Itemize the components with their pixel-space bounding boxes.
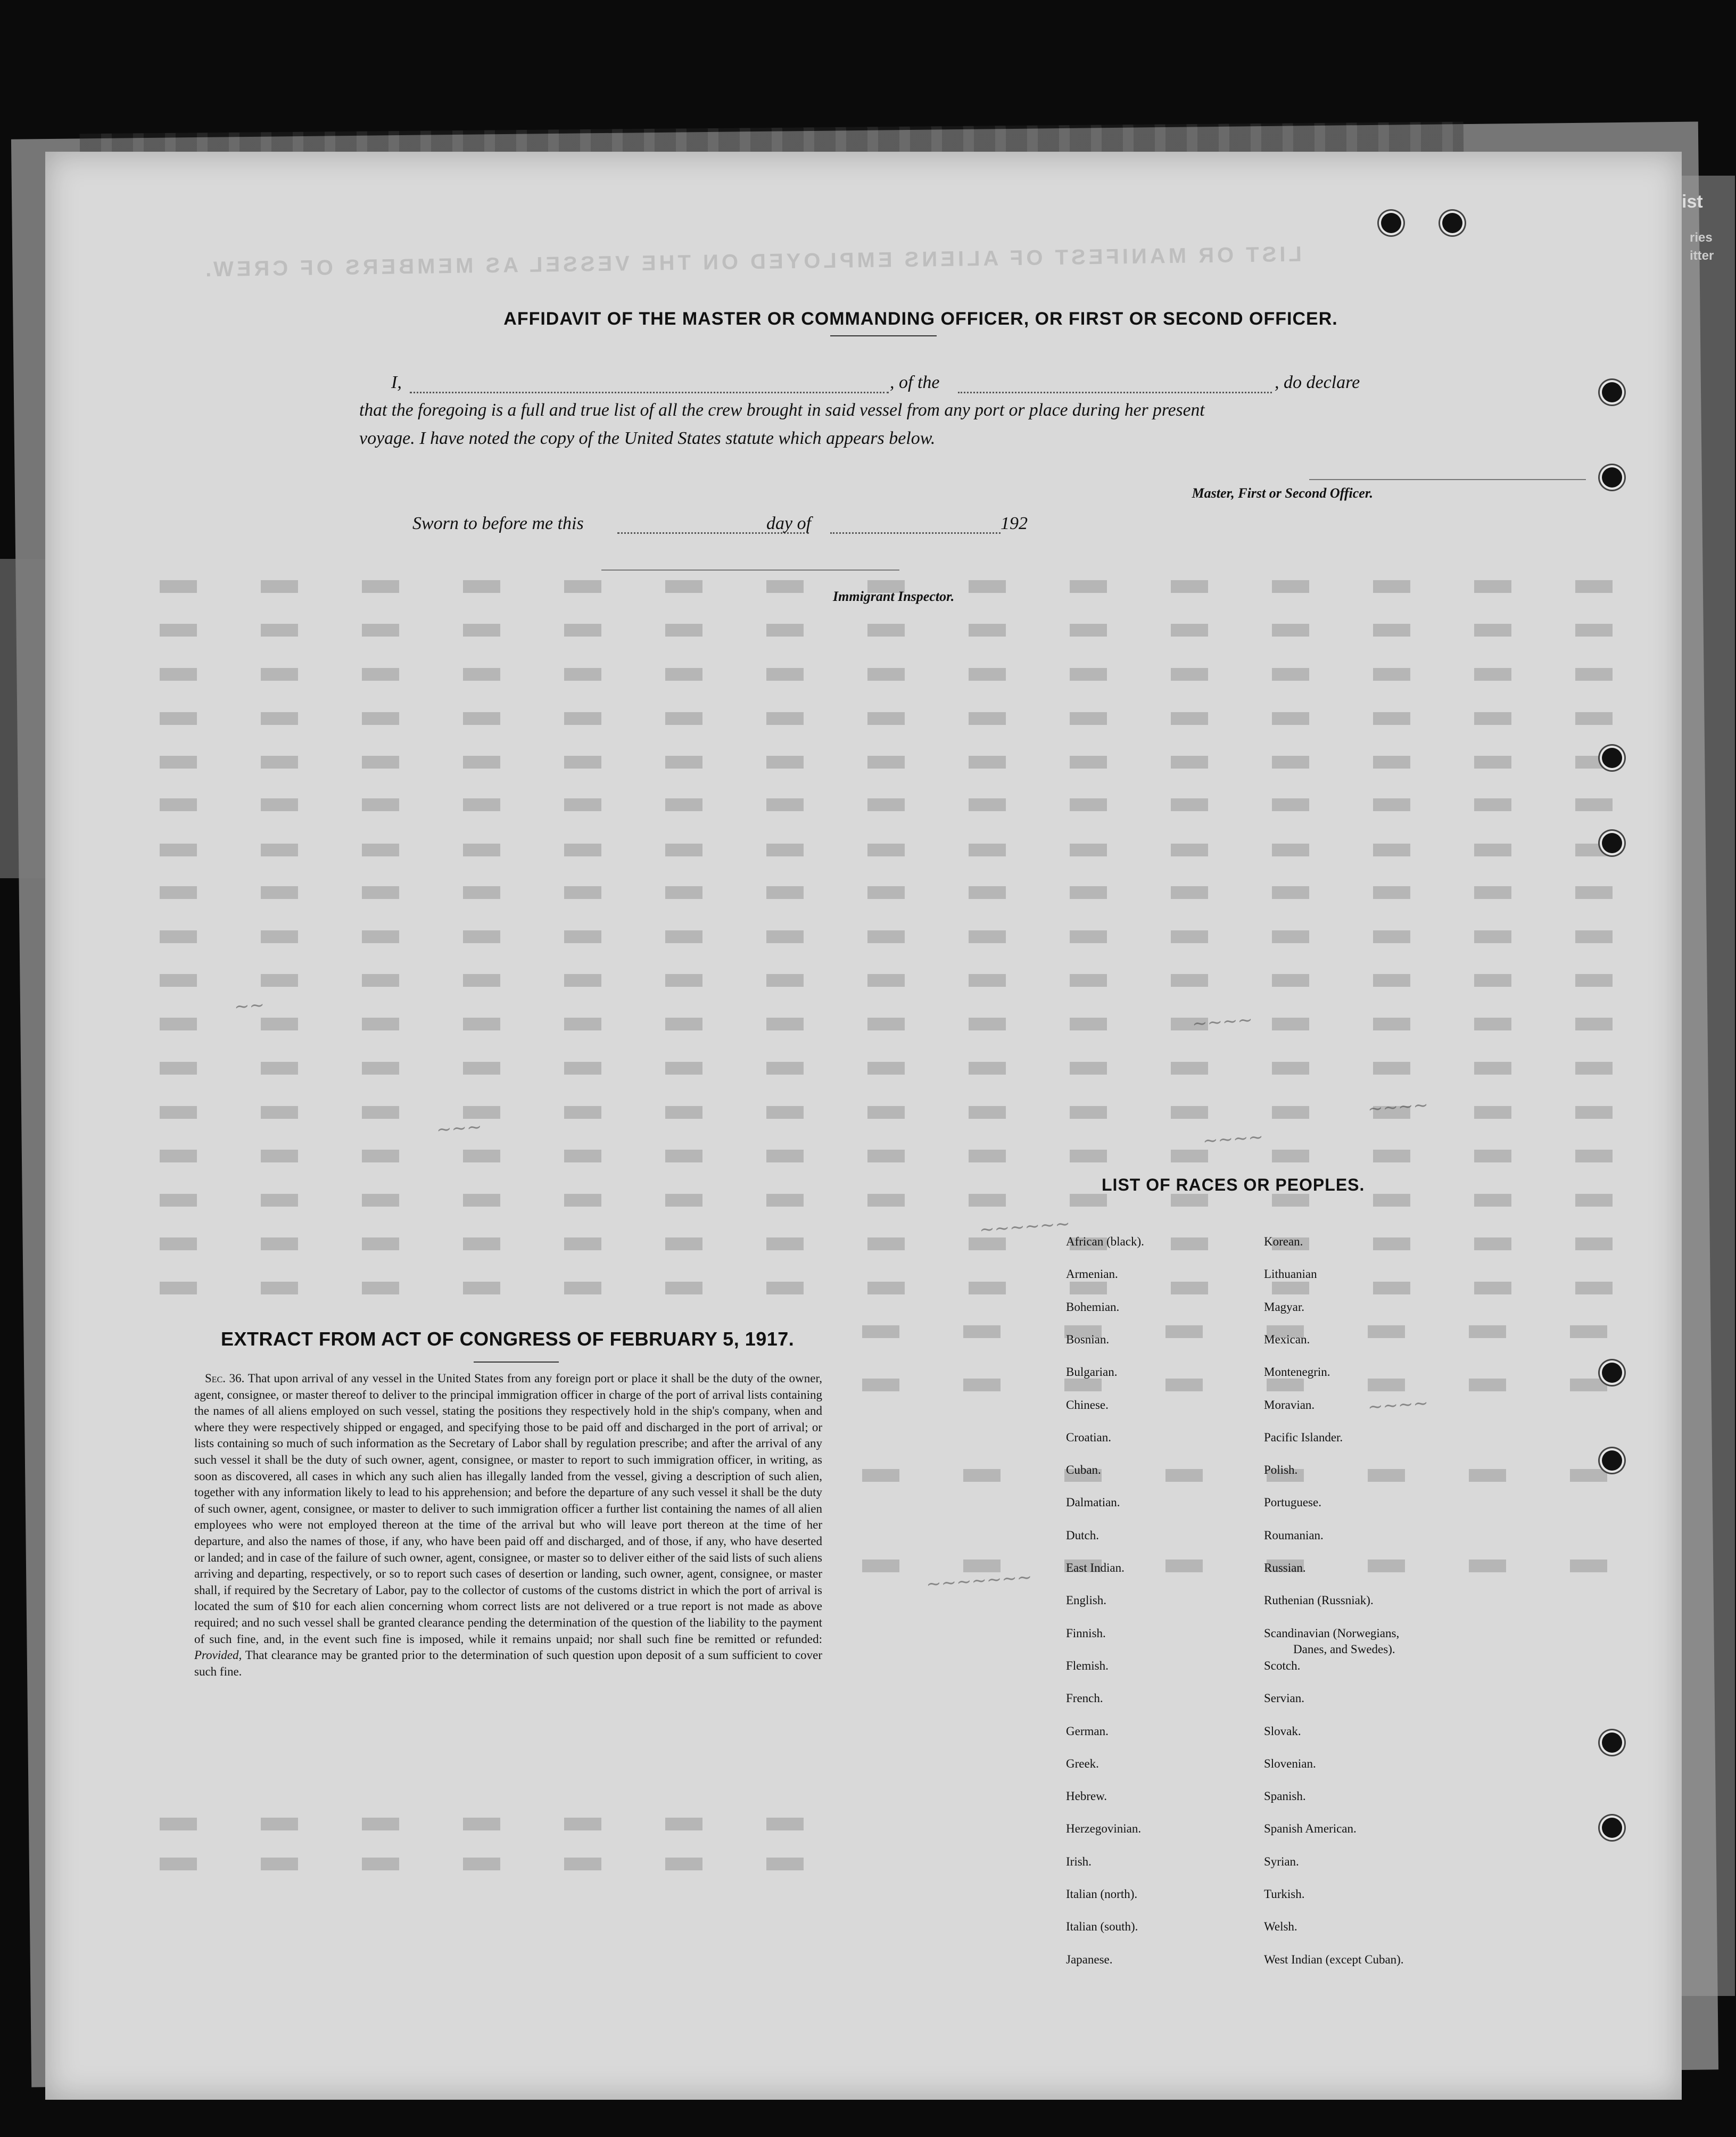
bleed-row	[160, 798, 1650, 811]
bleed-row	[160, 1062, 1650, 1075]
race-item: Greek.	[1066, 1756, 1099, 1770]
bleed-row	[160, 930, 1650, 943]
bleed-row	[160, 844, 1650, 856]
race-item: French.	[1066, 1692, 1103, 1705]
handwritten-mark: ~~	[233, 994, 266, 1018]
race-item: Dutch.	[1066, 1528, 1099, 1542]
punch-hole	[1602, 1363, 1622, 1383]
race-item: Italian (south).	[1066, 1920, 1138, 1934]
vessel-name-field[interactable]	[958, 392, 1272, 393]
bleed-row	[160, 624, 1650, 637]
extract-text-end: That clearance may be granted prior to the determination of such question upon deposit of a sum sufficient to cover such fine.	[194, 1648, 823, 1678]
edge-fragment: ries itter	[1690, 230, 1714, 263]
race-item: Lithuanian	[1264, 1267, 1317, 1281]
punch-hole	[1602, 382, 1622, 402]
race-item: Italian (north).	[1066, 1887, 1138, 1901]
signature-line[interactable]	[1309, 479, 1586, 480]
bleed-row	[160, 712, 1650, 725]
title-rule	[830, 335, 937, 336]
punch-hole	[1602, 1450, 1622, 1471]
handwritten-mark: ~~~~	[1202, 1126, 1264, 1152]
inspector-signature-line[interactable]	[601, 570, 899, 571]
bleed-row	[160, 1818, 852, 1830]
race-item: Bosnian.	[1066, 1332, 1110, 1346]
race-item: African (black).	[1066, 1235, 1144, 1248]
race-item: Spanish.	[1264, 1789, 1306, 1803]
race-item: Spanish American.	[1264, 1822, 1357, 1836]
race-item: West Indian (except Cuban).	[1264, 1952, 1404, 1966]
race-item: Japanese.	[1066, 1952, 1113, 1966]
race-item: Portuguese.	[1264, 1496, 1321, 1509]
race-item: German.	[1066, 1724, 1109, 1738]
bleed-row	[160, 756, 1650, 769]
provided-label: Provided,	[194, 1648, 242, 1662]
punch-hole	[1602, 833, 1622, 853]
bleed-row	[862, 1469, 1660, 1482]
extract-rule	[474, 1362, 559, 1363]
race-item: Roumanian.	[1264, 1528, 1324, 1542]
extract-title: EXTRACT FROM ACT OF CONGRESS OF FEBRUARY 5, 1917.	[221, 1328, 795, 1350]
sworn-year: 192	[1001, 514, 1028, 533]
race-item: East Indian.	[1066, 1561, 1125, 1574]
race-item: Bulgarian.	[1066, 1365, 1118, 1379]
race-item: Mexican.	[1264, 1332, 1310, 1346]
inspector-caption: Immigrant Inspector.	[833, 589, 955, 604]
race-item: Russian.	[1264, 1561, 1306, 1574]
sworn-day-of: day of	[766, 514, 812, 533]
bleed-row	[160, 1858, 852, 1870]
race-item: Magyar.	[1264, 1300, 1305, 1314]
punch-hole	[1602, 1818, 1622, 1838]
race-item: Chinese.	[1066, 1398, 1109, 1412]
bleed-row	[160, 1150, 1650, 1162]
affidavit-title: AFFIDAVIT OF THE MASTER OR COMMANDING OFFICER, OR FIRST OR SECOND OFFICER.	[503, 309, 1338, 329]
race-item: Bohemian.	[1066, 1300, 1120, 1314]
race-item: Slovak.	[1264, 1724, 1301, 1738]
affidavit-line3: voyage. I have noted the copy of the United States statute which appears below.	[359, 428, 936, 448]
bleed-row	[160, 1194, 1650, 1207]
race-item: Welsh.	[1264, 1920, 1297, 1934]
extract-body	[194, 1371, 822, 1680]
sworn-prefix: Sworn to before me this	[412, 514, 584, 533]
race-item: Danes, and Swedes).	[1293, 1642, 1395, 1656]
race-item: Hebrew.	[1066, 1789, 1107, 1803]
race-item: Cuban.	[1066, 1463, 1101, 1477]
race-item: Polish.	[1264, 1463, 1298, 1477]
race-item: Servian.	[1264, 1692, 1305, 1705]
handwritten-mark: ~~~~~~	[978, 1213, 1071, 1241]
race-item: Syrian.	[1264, 1854, 1299, 1868]
race-item: Irish.	[1066, 1854, 1092, 1868]
bleed-row	[160, 668, 1650, 681]
bleed-row	[160, 974, 1650, 987]
handwritten-mark: ~~~	[435, 1116, 483, 1141]
race-item: English.	[1066, 1594, 1107, 1607]
race-item: Slovenian.	[1264, 1756, 1316, 1770]
handwritten-mark: ~~~~	[1367, 1094, 1429, 1120]
race-item: Montenegrin.	[1264, 1365, 1330, 1379]
handwritten-mark: ~~~~	[1367, 1392, 1429, 1418]
affidavit-line1-prefix: I,	[391, 373, 402, 392]
extract-text: That upon arrival of any vessel in the United States from any foreign port or place it shall be the duty of the owner, agent, consignee, or master thereof to deliver to the principal immigration officer in charge of the port of arrival lists containing the names of all aliens employed on such vessel, stating the positions they respectively hold in the ship's company, when and where they were respectively shipped or engaged, and specifying those to be paid off and discharged in the port of arrival; or lists containing so much of such information as the Secretary of Labor shall by regulation prescribe; and after the arrival of any such vessel it shall be the duty of such owner, agent, consignee, or master to report to such immigration officer, in writing, as soon as discovered, all cases in which any such alien has illegally landed from the vessel, giving a description of such alien, together with any information likely to lead to his apprehension; and before the departure of any such vessel it shall be the duty of such owner, agent, consignee, or master to deliver to such immigration officer a further list containing the names of all alien employees who were not employed thereon at the time of the arrival but who will leave port thereon at the time of her departure, and also the names of those, if any, who have been paid off and discharged, and of those, if any, who have deserted or landed; and in case of the failure of such owner, agent, consignee, or master so to deliver either of the said lists of such aliens arriving and departing, respectively, or so to report such cases of desertion or landing, such owner, agent, consignee, or master shall, if required by the Secretary of Labor, pay to the collector of customs of the customs district in which the port of arrival is located the sum of $10 for each alien concerning whom correct lists are not delivered or a true report is not made as above required; and no such vessel shall be granted clearance pending the determination of the question of the liability to the payment of such fine, and, in the event such fine is imposed, while it remains unpaid; nor shall such fine be remitted or refunded:	[194, 1372, 822, 1646]
race-item: Scotch.	[1264, 1659, 1301, 1672]
bleed-through-title: LIST OR MANIFEST OF ALIENS EMPLOYED ON THE VESSEL AS MEMBERS OF CREW.	[202, 242, 1302, 282]
affidavit-line1-declare: , do declare	[1275, 373, 1360, 392]
race-item: Pacific Islander.	[1264, 1430, 1343, 1444]
races-title: LIST OF RACES OR PEOPLES.	[1102, 1175, 1365, 1194]
race-item: Moravian.	[1264, 1398, 1315, 1412]
race-item: Scandinavian (Norwegians,	[1264, 1626, 1400, 1640]
backing-sheet-left-edge	[0, 559, 51, 878]
race-item: Herzegovinian.	[1066, 1822, 1142, 1836]
race-item: Turkish.	[1264, 1887, 1305, 1901]
section-label: Sec. 36.	[205, 1372, 245, 1385]
bleed-row	[862, 1379, 1660, 1391]
punch-hole	[1442, 213, 1462, 233]
bleed-row	[160, 886, 1650, 899]
master-name-field[interactable]	[410, 392, 889, 393]
handwritten-mark: ~~~~	[1191, 1009, 1254, 1035]
affidavit-line2: that the foregoing is a full and true list of all the crew brought in said vessel from any port or place during her present	[359, 400, 1205, 420]
affidavit-line1-of-the: , of the	[890, 373, 940, 392]
bleed-row	[160, 1237, 1650, 1250]
race-item: Ruthenian (Russniak).	[1264, 1594, 1374, 1607]
signature-caption: Master, First or Second Officer.	[1192, 485, 1373, 501]
race-item: Dalmatian.	[1066, 1496, 1120, 1509]
race-item: Finnish.	[1066, 1626, 1106, 1640]
bleed-row	[862, 1325, 1660, 1338]
punch-hole	[1602, 748, 1622, 768]
race-item: Croatian.	[1066, 1430, 1111, 1444]
punch-hole	[1381, 213, 1401, 233]
handwritten-mark: ~~~~~~~	[925, 1566, 1033, 1595]
punch-hole	[1602, 1732, 1622, 1753]
sworn-month-field[interactable]	[830, 532, 1001, 534]
race-item: Flemish.	[1066, 1659, 1109, 1672]
punch-hole	[1602, 467, 1622, 488]
race-item: Armenian.	[1066, 1267, 1118, 1281]
edge-fragment: ist	[1682, 192, 1703, 212]
bleed-row	[160, 1018, 1650, 1030]
race-item: Korean.	[1264, 1235, 1303, 1248]
bleed-row	[160, 1282, 1650, 1294]
